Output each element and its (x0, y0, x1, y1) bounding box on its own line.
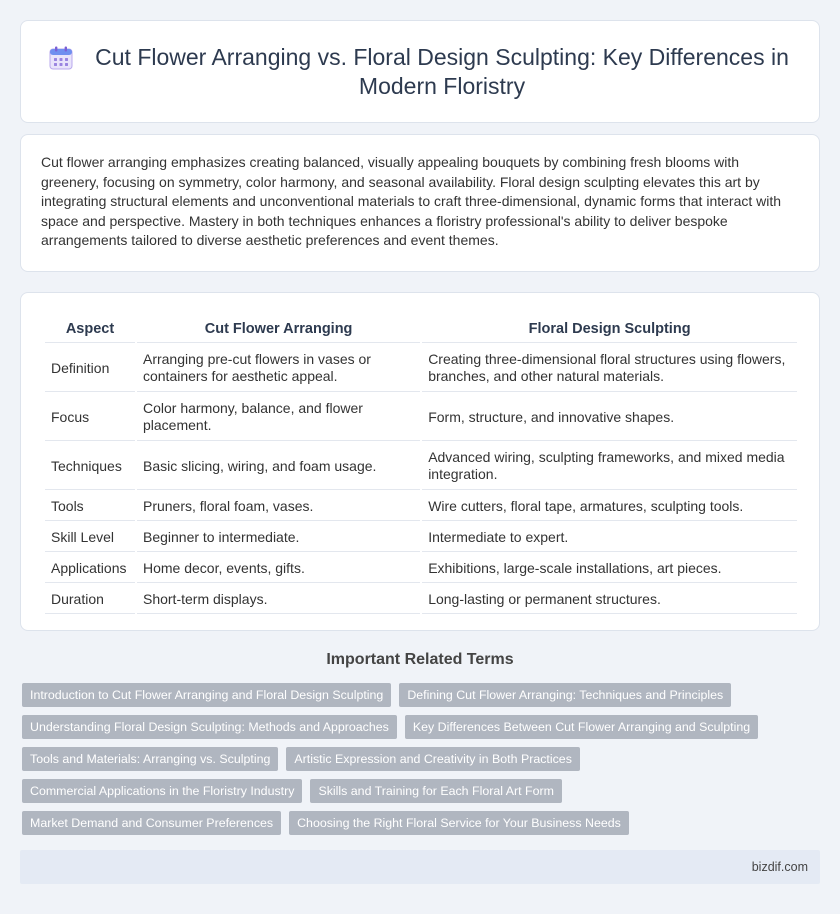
table-row (45, 492, 797, 521)
related-term-tag[interactable]: Tools and Materials: Arranging vs. Sculpting (22, 747, 278, 771)
row-sculpting: Long-lasting or permanent structures. (422, 585, 797, 614)
intro-paragraph: Cut flower arranging emphasizes creating balanced, visually appealing bouquets by combining fresh blooms with greenery, focusing on symmetry, color harmony, and seasonal availability. Floral design sculpting elevates this art by integrating structural elements and unconventional materials to craft three-dimensional, dynamic forms that interact with space and perspective. Mastery in both techniques enhances a floristry professional's ability to deliver bespoke arrangements tailored to diverse aesthetic preferences and event themes. (41, 154, 782, 249)
page-title: Cut Flower Arranging vs. Floral Design Sculpting: Key Differences in Modern Floristry (95, 43, 789, 99)
footer-site-link[interactable]: bizdif.com (751, 860, 808, 874)
related-term-tag[interactable]: Key Differences Between Cut Flower Arranging and Sculpting (405, 715, 758, 739)
table-row (45, 554, 797, 583)
row-aspect: Tools (45, 492, 135, 521)
row-cut-flower: Home decor, events, gifts. (137, 554, 420, 583)
row-sculpting: Exhibitions, large-scale installations, art pieces. (422, 554, 797, 583)
table-row (45, 394, 797, 441)
header-cut-flower-arranging: Cut Flower Arranging (137, 315, 420, 343)
comparison-table-card (20, 292, 820, 631)
related-term-tag[interactable]: Introduction to Cut Flower Arranging and Floral Design Sculpting (22, 683, 391, 707)
related-term-tag[interactable]: Skills and Training for Each Floral Art Form (310, 779, 562, 803)
row-aspect: Definition (45, 345, 135, 392)
row-aspect: Duration (45, 585, 135, 614)
row-sculpting: Wire cutters, floral tape, armatures, sculpting tools. (422, 492, 797, 521)
header-floral-design-sculpting: Floral Design Sculpting (422, 315, 797, 343)
table-row (45, 585, 797, 614)
comparison-table (43, 313, 799, 616)
row-sculpting: Intermediate to expert. (422, 523, 797, 552)
row-cut-flower: Beginner to intermediate. (137, 523, 420, 552)
row-sculpting: Form, structure, and innovative shapes. (422, 394, 797, 441)
table-row (45, 345, 797, 392)
related-terms-heading: Important Related Terms (326, 651, 514, 668)
related-term-tag[interactable]: Artistic Expression and Creativity in Both Practices (286, 747, 580, 771)
row-cut-flower: Short-term displays. (137, 585, 420, 614)
row-aspect: Focus (45, 394, 135, 441)
row-aspect: Skill Level (45, 523, 135, 552)
intro-card (20, 134, 820, 272)
row-sculpting: Creating three-dimensional floral structures using flowers, branches, and other natural materials. (422, 345, 797, 392)
row-cut-flower: Basic slicing, wiring, and foam usage. (137, 443, 420, 490)
table-header-row (45, 315, 797, 343)
calendar-icon (48, 45, 74, 71)
row-cut-flower: Arranging pre-cut flowers in vases or containers for aesthetic appeal. (137, 345, 420, 392)
row-cut-flower: Pruners, floral foam, vases. (137, 492, 420, 521)
header-card (20, 20, 820, 123)
table-row (45, 523, 797, 552)
footer (20, 850, 820, 884)
related-term-tag[interactable]: Choosing the Right Floral Service for Your Business Needs (289, 811, 629, 835)
related-term-tag[interactable]: Commercial Applications in the Floristry Industry (22, 779, 302, 803)
related-term-tag[interactable]: Understanding Floral Design Sculpting: Methods and Approaches (22, 715, 397, 739)
row-cut-flower: Color harmony, balance, and flower placement. (137, 394, 420, 441)
related-term-tag[interactable]: Defining Cut Flower Arranging: Techniques and Principles (399, 683, 731, 707)
row-aspect: Applications (45, 554, 135, 583)
header-aspect: Aspect (45, 315, 135, 343)
table-row (45, 443, 797, 490)
row-aspect: Techniques (45, 443, 135, 490)
related-terms-list (22, 683, 822, 835)
related-term-tag[interactable]: Market Demand and Consumer Preferences (22, 811, 281, 835)
row-sculpting: Advanced wiring, sculpting frameworks, and mixed media integration. (422, 443, 797, 490)
